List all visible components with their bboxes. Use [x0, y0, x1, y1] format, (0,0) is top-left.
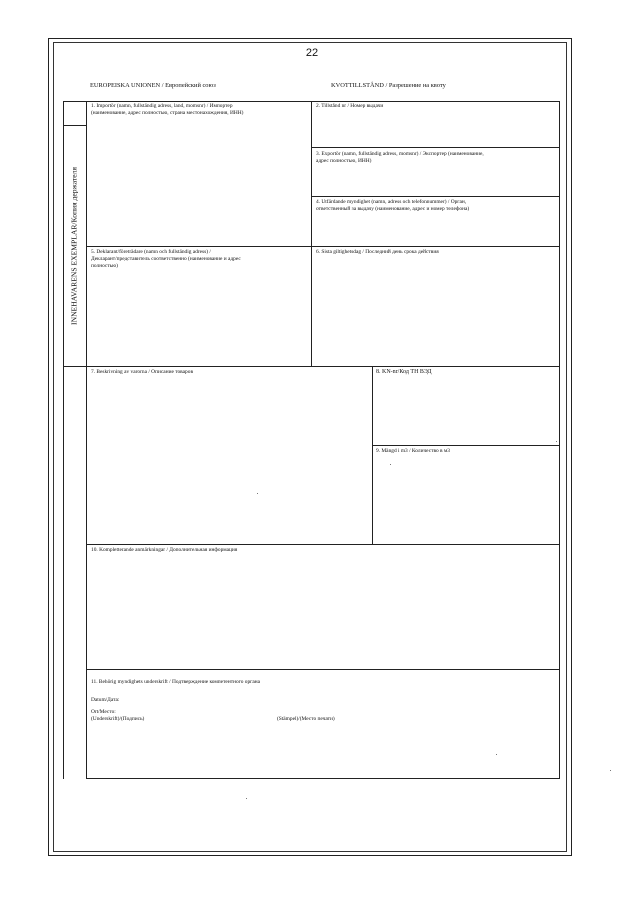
box-3-exporter-label: 3. Exportör (namn, fullständig adress, momsnr) / Экспортер (наименование, адрес полностью, ИНН): [316, 151, 484, 165]
date-label: Datum/Дата:: [91, 697, 120, 703]
divider-box2-box3: [311, 147, 559, 148]
header-union: EUROPEISKA UNIONEN / Европейский союз: [90, 82, 216, 89]
side-column-divider: [86, 101, 87, 779]
side-column-bottom-divider: [63, 366, 86, 367]
box-5-declarant-label: 5. Deklarant/företrädare (namn och fullständig adress) / Декларант/представитель соответственно (наименование и адрес полностью): [91, 249, 241, 270]
box-8-cn-code-label: 8. KN-nr/Код ТН ВЭД: [376, 369, 432, 375]
box-7-goods-description-label: 7. Beskrivning av varorna / Описание товаров: [91, 369, 193, 375]
box-4-issuing-authority-label: 4. Utfärdande myndighet (namn, adress och telefonnummer) / Орган, ответственный за выдачу (наименование, адрес и номер телефона): [316, 199, 470, 213]
divider-row4-row5: [86, 669, 559, 670]
divider-row3-row4: [86, 544, 559, 545]
box-2-permit-number-label: 2. Tillstånd nr / Номер выдачи: [316, 103, 384, 109]
page-number: 22: [305, 47, 319, 59]
divider-row2-row3: [86, 366, 559, 367]
stamp-label: (Stämpel)/(Место печати): [277, 716, 335, 722]
holder-copy-side-label: INNEHAVARENS EXEMPLAR/Копия держателя: [69, 166, 79, 325]
form-bottom-border: [86, 778, 560, 779]
box-1-importer-label: 1. Importör (namn, fullständig adress, land, momsnr) / Импортер (наименование, адрес полностью, страна местонахождения, ИНН): [91, 103, 244, 117]
page-inner-border: [53, 42, 567, 852]
divider-row1-row2: [86, 246, 559, 247]
divider-box3-box4: [311, 196, 559, 197]
divider-box8-box9: [372, 445, 559, 446]
box-6-expiry-date-label: 6. Sista giltighetsdag / Последний день срока действия: [316, 249, 439, 255]
goods-column-divider: [372, 366, 373, 544]
box-11-authority-signature-label: 11. Behörig myndighets underskrift / Подтверждение компетентного органа: [91, 679, 261, 685]
form-right-border: [559, 101, 560, 779]
header-quota-permit: KVOTTILLSTÅND / Разрешение на квоту: [331, 82, 446, 89]
box-9-quantity-label: 9. Mängd i m3 / Количество в м3: [376, 448, 450, 454]
box-10-additional-info-label: 10. Kompletterande anmärkningar / Дополнительная информация: [91, 547, 238, 553]
upper-column-divider: [311, 101, 312, 366]
place-label: Ort/Место:: [91, 709, 116, 715]
signature-label: (Underskrift)/(Подпись): [91, 716, 145, 722]
